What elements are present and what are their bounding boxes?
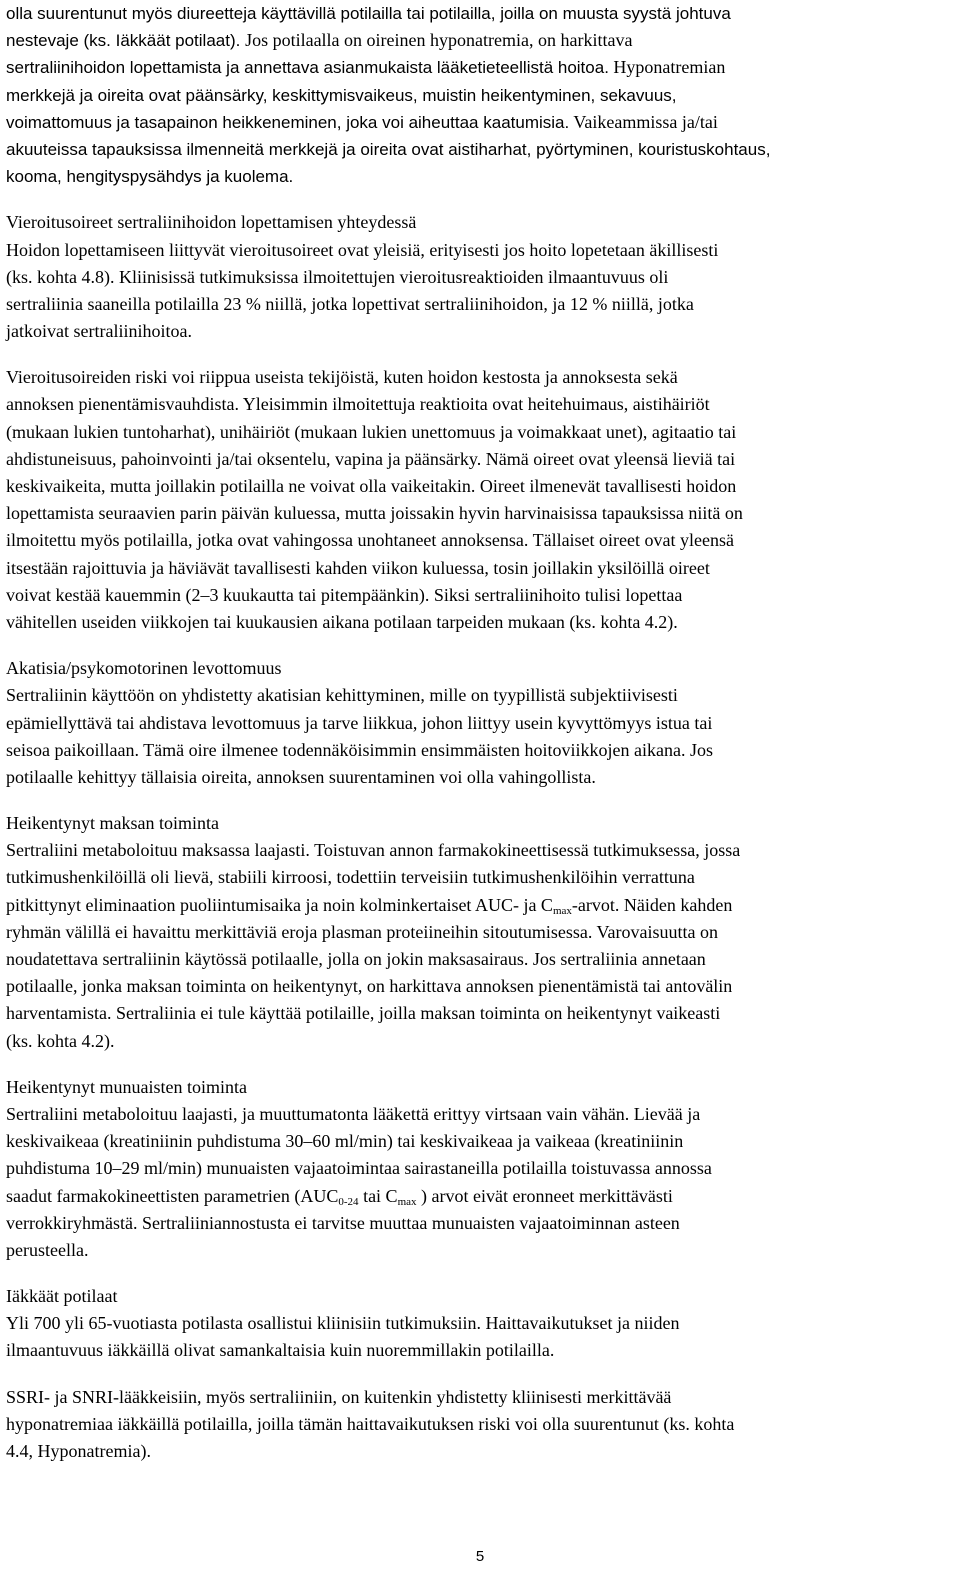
text-run: ilmaantuvuus iäkkäillä olivat samankaltaisia kuin nuoremmillakin potilailla. (6, 1340, 555, 1361)
text-run: Heikentynyt munuaisten toiminta (6, 1076, 247, 1097)
text-run: potilaalle, jonka maksan toiminta on heikentynyt, on harkittava annoksen pienentämistä tai antovälin (6, 976, 733, 997)
text-run: Vieroitusoireet sertraliinihoidon lopettamisen yhteydessä (6, 212, 417, 233)
text-line (6, 291, 950, 318)
text-line (6, 1128, 950, 1155)
text-line (6, 837, 950, 864)
text-line (6, 710, 950, 737)
text-run: noudatettava sertraliinin käytössä potilaalle, jolla on jokin maksasairaus. Jos sertraliinia annetaan (6, 949, 706, 969)
text-line (6, 655, 950, 682)
paragraph (6, 209, 950, 345)
text-run: kooma, hengityspysähdys ja kuolema. (6, 167, 294, 187)
text-line (6, 1210, 950, 1237)
text-run: Hyponatremian (608, 57, 726, 78)
paragraph-gap (6, 1365, 950, 1384)
text-run: epämiellyttävä tai ahdistava levottomuus ja tarve liikkua, johon liittyy usein kyvyttömyys istua tai (6, 712, 713, 733)
text-run: vähitellen useiden viikkojen tai kuukausien aikana potilaan tarpeiden mukaan (ks. kohta 4.2). (6, 611, 678, 632)
text-line (6, 500, 950, 527)
text-line (6, 1155, 950, 1182)
text-line (6, 209, 950, 236)
text-line (6, 582, 950, 609)
text-run: merkkejä ja oireita ovat päänsärky, keskittymisvaikeus, muistin heikentyminen, sekavuus, (6, 85, 677, 105)
text-line (6, 82, 950, 109)
text-line (6, 1028, 950, 1055)
paragraph (6, 0, 950, 190)
text-line (6, 136, 950, 163)
text-run: ahdistuneisuus, pahoinvointi ja/tai oksentelu, vapina ja päänsärky. Nämä oireet ovat yleensä lieviä tai (6, 448, 736, 469)
text-line (6, 1411, 950, 1438)
text-line (6, 1384, 950, 1411)
text-run: ilmoitettu myös potilailla, jotka ovat vahingossa unohtaneet annoksensa. Tällaiset oireet ovat yleensä (6, 530, 734, 551)
text-line (6, 364, 950, 391)
text-run: verrokkiryhmästä. Sertraliiniannostusta ei tarvitse muuttaa munuaisten vajaatoiminnan asteen (6, 1212, 680, 1233)
paragraph (6, 810, 950, 1055)
text-line (6, 1310, 950, 1337)
text-run: lopettamista seuraavien parin päivän kuluessa, mutta joissakin hyvin harvinaisissa tapauksissa niitä on (6, 503, 743, 524)
text-line (6, 682, 950, 709)
text-line (6, 163, 950, 190)
text-run: Yli 700 yli 65-vuotiasta potilasta osallistui kliinisiin tutkimuksiin. Haittavaikutukset ja niiden (6, 1313, 680, 1334)
text-run: harventamista. Sertraliinia ei tule käyttää potilaille, joilla maksan toiminta on heikentynyt vaikeasti (6, 1003, 721, 1024)
text-line (6, 391, 950, 418)
text-run: (mukaan lukien tuntoharhat), unihäiriöt (mukaan lukien unettomuus ja voimakkaat unet), agitaatio tai (6, 421, 737, 442)
paragraph (6, 1074, 950, 1264)
paragraph (6, 1384, 950, 1466)
document-page (6, 0, 950, 1465)
subscript-text: 0-24 (338, 1195, 359, 1208)
text-line (6, 527, 950, 554)
text-run: Sertraliini metaboloituu maksassa laajasti. Toistuvan annon farmakokineettisessä tutkimuksessa, jossa (6, 840, 741, 861)
text-line (6, 237, 950, 264)
text-run: Jos potilaalla on oireinen hyponatremia, on harkittava (245, 30, 633, 51)
paragraph-gap (6, 190, 950, 209)
text-run: Heikentynyt maksan toiminta (6, 813, 219, 834)
paragraph-gap (6, 1264, 950, 1283)
text-run: SSRI- ja SNRI-lääkkeisiin, myös sertraliiniin, on kuitenkin yhdistetty kliinisesti merkittävää (6, 1386, 672, 1407)
text-run: akuuteissa tapauksissa ilmenneitä merkkejä ja oireita ovat aistiharhat, pyörtyminen, kouristuskohtaus, (6, 139, 771, 159)
text-line (6, 973, 950, 1000)
text-run: Vieroitusoireiden riski voi riippua useista tekijöistä, kuten hoidon kestosta ja annoksesta sekä (6, 367, 678, 388)
text-line (6, 54, 950, 81)
text-line (6, 109, 950, 136)
text-run: keskivaikeita, mutta joillakin potilailla ne voivat olla vaikeitakin. Oireet ilmenevät tavallisesti hoidon (6, 476, 737, 496)
text-line (6, 609, 950, 636)
text-run: keskivaikeaa (kreatiniinin puhdistuma 30–60 ml/min) tai keskivaikeaa ja vaikeaa (kreatiniinin (6, 1131, 684, 1152)
subscript-text: max (552, 904, 572, 917)
text-run: saadut farmakokineettisten parametrien (AUC (6, 1185, 339, 1206)
paragraph-gap (6, 1055, 950, 1074)
text-run: seisoa paikoillaan. Tämä oire ilmenee todennäköisimmin ensimmäisten hoitoviikkojen aikana. Jos (6, 739, 714, 760)
text-run: nestevaje (ks. Iäkkäät potilaat). (6, 31, 246, 51)
text-run: ) arvot eivät eronneet merkittävästi (416, 1185, 673, 1206)
text-run: pitkittynyt eliminaation puoliintumisaika ja noin kolminkertaiset AUC- ja C (6, 894, 553, 915)
text-run: (ks. kohta 4.2). (6, 1030, 115, 1051)
text-run: Hoidon lopettamiseen liittyvät vieroitusoireet ovat yleisiä, erityisesti jos hoito lopetetaan äkillisesti (6, 239, 719, 260)
text-run: sertraliinihoidon lopettamista ja annettava asianmukaista lääketieteellistä hoitoa. (6, 58, 609, 78)
text-run: tutkimushenkilöillä oli lievä, stabiili kirroosi, todettiin terveisiin tutkimushenkilöihin verrattuna (6, 867, 695, 888)
text-line (6, 473, 950, 500)
text-run: Iäkkäät potilaat (6, 1286, 118, 1307)
paragraph-gap (6, 636, 950, 655)
text-run: olla suurentunut myös diureetteja käyttävillä potilailla tai potilailla, joilla on muusta syystä johtuva (6, 4, 731, 23)
text-run: (ks. kohta 4.8). Kliinisissä tutkimuksissa ilmoitettujen vieroitusreaktioiden ilmaantuvuus oli (6, 266, 669, 287)
subscript-text: max (397, 1195, 417, 1208)
text-line (6, 919, 950, 946)
text-line (6, 318, 950, 345)
text-run: -arvot. Näiden kahden (571, 894, 733, 915)
paragraph (6, 655, 950, 791)
text-line (6, 737, 950, 764)
text-line (6, 864, 950, 891)
text-run: Akatisia/psykomotorinen levottomuus (6, 658, 282, 679)
text-line (6, 764, 950, 791)
text-line (6, 1283, 950, 1310)
text-run: itsestään rajoittuvia ja häviävät tavallisesti kahden viikon kuluessa, tosin joillakin yksilöillä oireet (6, 557, 710, 578)
text-line (6, 446, 950, 473)
text-run: hyponatremiaa iäkkäillä potilailla, joilla tämän haittavaikutuksen riski voi olla suurentunut (ks. kohta (6, 1413, 735, 1434)
text-run: voimattomuus ja tasapainon heikkeneminen, joka voi aiheuttaa kaatumisia. (6, 112, 570, 132)
text-line (6, 0, 950, 27)
text-line (6, 1074, 950, 1101)
paragraph-gap (6, 345, 950, 364)
text-run: sertraliinia saaneilla potilailla 23 % niillä, jotka lopettivat sertraliinihoidon, ja 12 % niillä, jotka (6, 293, 694, 314)
text-run: tai C (358, 1185, 398, 1206)
text-line (6, 1438, 950, 1465)
paragraph-gap (6, 791, 950, 810)
text-line (6, 555, 950, 582)
page-number: 5 (475, 1548, 485, 1565)
text-line (6, 1337, 950, 1364)
text-line (6, 892, 950, 919)
paragraph (6, 364, 950, 636)
text-run: ryhmän välillä ei havaittu merkittäviä eroja plasman proteiineihin sitoutumisessa. Varovaisuutta on (6, 921, 718, 942)
text-run: Vaikeammissa ja/tai (569, 111, 718, 132)
text-run: jatkoivat sertraliinihoitoa. (6, 321, 192, 342)
text-run: Sertraliini metaboloituu laajasti, ja muuttumatonta lääkettä erittyy virtsaan vain vähän. Lievää ja (6, 1103, 701, 1124)
text-line (6, 27, 950, 54)
text-run: potilaalle kehittyy tällaisia oireita, annoksen suurentaminen voi olla vahingollista. (6, 766, 596, 787)
text-line (6, 1237, 950, 1264)
text-run: voivat kestää kauemmin (2–3 kuukautta tai pitempäänkin). Siksi sertraliinihoito tulisi lopettaa (6, 584, 683, 605)
text-run: 4.4, Hyponatremia). (6, 1441, 151, 1461)
text-line (6, 1183, 950, 1210)
text-line (6, 264, 950, 291)
paragraph (6, 1283, 950, 1365)
text-line (6, 810, 950, 837)
text-line (6, 1101, 950, 1128)
text-line (6, 419, 950, 446)
document-body (6, 0, 950, 1465)
text-run: annoksen pienentämisvauhdista. Yleisimmin ilmoitettuja reaktioita ovat heitehuimaus, aistihäiriöt (6, 394, 710, 415)
text-run: puhdistuma 10–29 ml/min) munuaisten vajaatoimintaa sairastaneilla potilailla toistuvassa annossa (6, 1158, 712, 1179)
text-run: perusteella. (6, 1239, 89, 1260)
text-line (6, 946, 950, 973)
text-line (6, 1000, 950, 1027)
text-run: Sertraliinin käyttöön on yhdistetty akatisian kehittyminen, mille on tyypillistä subjektiivisesti (6, 685, 678, 706)
